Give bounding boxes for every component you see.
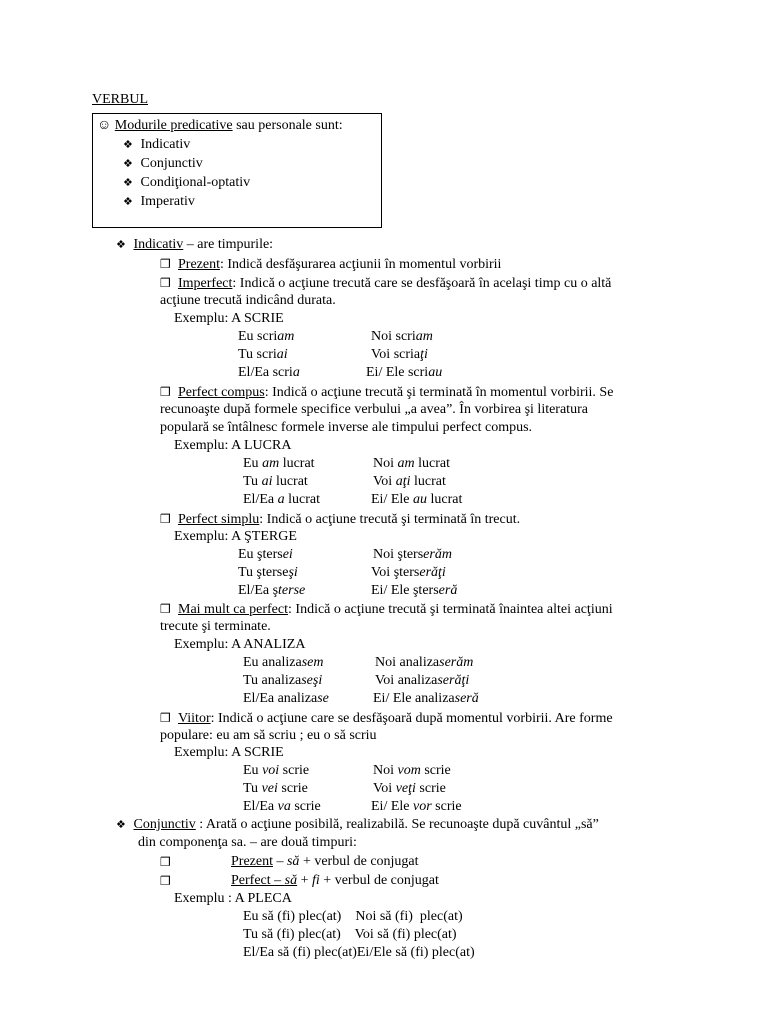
conjunctiv-heading: ❖ Conjunctiv : Arată o acţiune posibilă, realizabilă. Se recunoaşte după cuvântul „să” [116,817,599,832]
conjugation-row: Voi veţi scrie [373,781,446,796]
checkbox-square-icon: ❒ [160,874,171,888]
list-item: ❖ Indicativ [123,137,191,152]
diamond-bullet-icon: ❖ [116,818,126,831]
conjugation-row: Voi aţi lucrat [373,474,446,489]
conjugation-row: Tu şterseşi [238,565,298,580]
exemplu-label: Exemplu: A ŞTERGE [174,529,297,544]
conjugation-row: Ei/ Ele şterseră [371,583,458,598]
conjugation-row: El/Ea va scrie [243,799,321,814]
conjugation-row: Voi analizaserăţi [375,673,470,688]
conjugation-row: El/Ea să (fi) plec(at)Ei/Ele să (fi) plec(at) [243,945,475,960]
checkbox-square-icon: ❒ [160,512,171,526]
checkbox-square-icon: ❒ [160,276,171,290]
checkbox-square-icon: ❒ [160,385,171,399]
mai-mult-ca-perfect-line2: trecute şi terminate. [160,619,271,634]
conjugation-row: Noi şterserăm [373,547,452,562]
conjugation-row: El/Ea şterse [238,583,306,598]
checkbox-square-icon: ❒ [160,257,171,271]
viitor-line1: ❒ Viitor: Indică o acţiune care se desfăşoară după momentul vorbirii. Are forme [160,711,613,726]
exemplu-label: Exemplu: A SCRIE [174,311,284,326]
perfect-compus-line2: recunoaşte după formele specifice verbului „a avea”. În vorbirea şi literatura [160,402,588,417]
conjugation-row: Ei/ Ele au lucrat [371,492,463,507]
conjugation-row: Noi analizaserăm [375,655,474,670]
diamond-bullet-icon: ❖ [116,238,126,251]
box-lead: ☺ Modurile predicative sau personale sunt: [97,118,343,133]
viitor-line2: populare: eu am să scriu ; eu o să scriu [160,728,377,743]
conjugation-row: Tu scriai [238,347,288,362]
conjugation-row: Tu să (fi) plec(at) Voi să (fi) plec(at) [243,927,457,942]
indicativ-heading: ❖ Indicativ – are timpurile: [116,237,274,252]
diamond-bullet-icon: ❖ [123,157,133,170]
conjugation-row: Ei/ Ele analizaseră [373,691,479,706]
box-lead-underlined: Modurile predicative [114,118,233,133]
perfect-simplu-line: ❒ Perfect simplu: Indică o acţiune trecută şi terminată în trecut. [160,512,521,527]
conjugation-row: Tu analizaseşi [243,673,323,688]
page-title: VERBUL [92,92,148,107]
conjugation-row: Ei/ Ele vor scrie [371,799,462,814]
list-item: ❖ Conjunctiv [123,156,203,171]
conjugation-row: El/Ea a lucrat [243,492,320,507]
conjugation-row: Voi şterserăţi [371,565,446,580]
smiley-icon: ☺ [97,118,112,133]
imperfect-line1: ❒ Imperfect: Indică o acţiune trecută care se desfăşoară în acelaşi timp cu o altă [160,276,612,291]
conjugation-row: Eu am lucrat [243,456,315,471]
prezent-line: ❒ Prezent: Indică desfăşurarea acţiunii în momentul vorbirii [160,257,502,272]
diamond-bullet-icon: ❖ [123,176,133,189]
conjunctiv-line2: din componenţa sa. – are două timpuri: [138,835,357,850]
conjugation-row: Voi scriaţi [371,347,428,362]
conjugation-row: Noi scriam [371,329,433,344]
list-item: ❖ Condiţional-optativ [123,175,251,190]
checkbox-square-icon: ❒ [160,602,171,616]
imperfect-line2: acţiune trecută indicând durata. [160,293,336,308]
conjugation-row: Ei/ Ele scriau [366,365,443,380]
list-item: ❖ Imperativ [123,194,195,209]
conjugation-row: Noi am lucrat [373,456,450,471]
checkbox-square-icon: ❒ [160,855,171,869]
checkbox-square-icon: ❒ [160,711,171,725]
mai-mult-ca-perfect-line1: ❒ Mai mult ca perfect: Indică o acţiune trecută şi terminată înaintea altei acţiuni [160,602,613,617]
exemplu-label: Exemplu : A PLECA [174,891,292,906]
conjugation-row: Tu ai lucrat [243,474,308,489]
perfect-compus-line3: populară se întâlnesc formele inverse ale timpului perfect compus. [160,420,533,435]
conjunctiv-perfect-line: Perfect – să + fi + verbul de conjugat [231,873,439,888]
conjugation-row: Eu analizasem [243,655,324,670]
conjugation-row: Tu vei scrie [243,781,308,796]
perfect-compus-line1: ❒ Perfect compus: Indică o acţiune trecută şi terminată în momentul vorbirii. Se [160,385,614,400]
conjugation-row: El/Ea scria [238,365,300,380]
conjunctiv-prezent-line: Prezent – să + verbul de conjugat [231,854,419,869]
conjugation-row: Eu să (fi) plec(at) Noi să (fi) plec(at) [243,909,463,924]
exemplu-label: Exemplu: A LUCRA [174,438,292,453]
conjugation-row: Eu ştersei [238,547,293,562]
conjugation-row: Eu voi scrie [243,763,310,778]
conjugation-row: Noi vom scrie [373,763,451,778]
diamond-bullet-icon: ❖ [123,138,133,151]
conjugation-row: Eu scriam [238,329,295,344]
conjugation-row: El/Ea analizase [243,691,329,706]
diamond-bullet-icon: ❖ [123,195,133,208]
exemplu-label: Exemplu: A SCRIE [174,745,284,760]
exemplu-label: Exemplu: A ANALIZA [174,637,306,652]
